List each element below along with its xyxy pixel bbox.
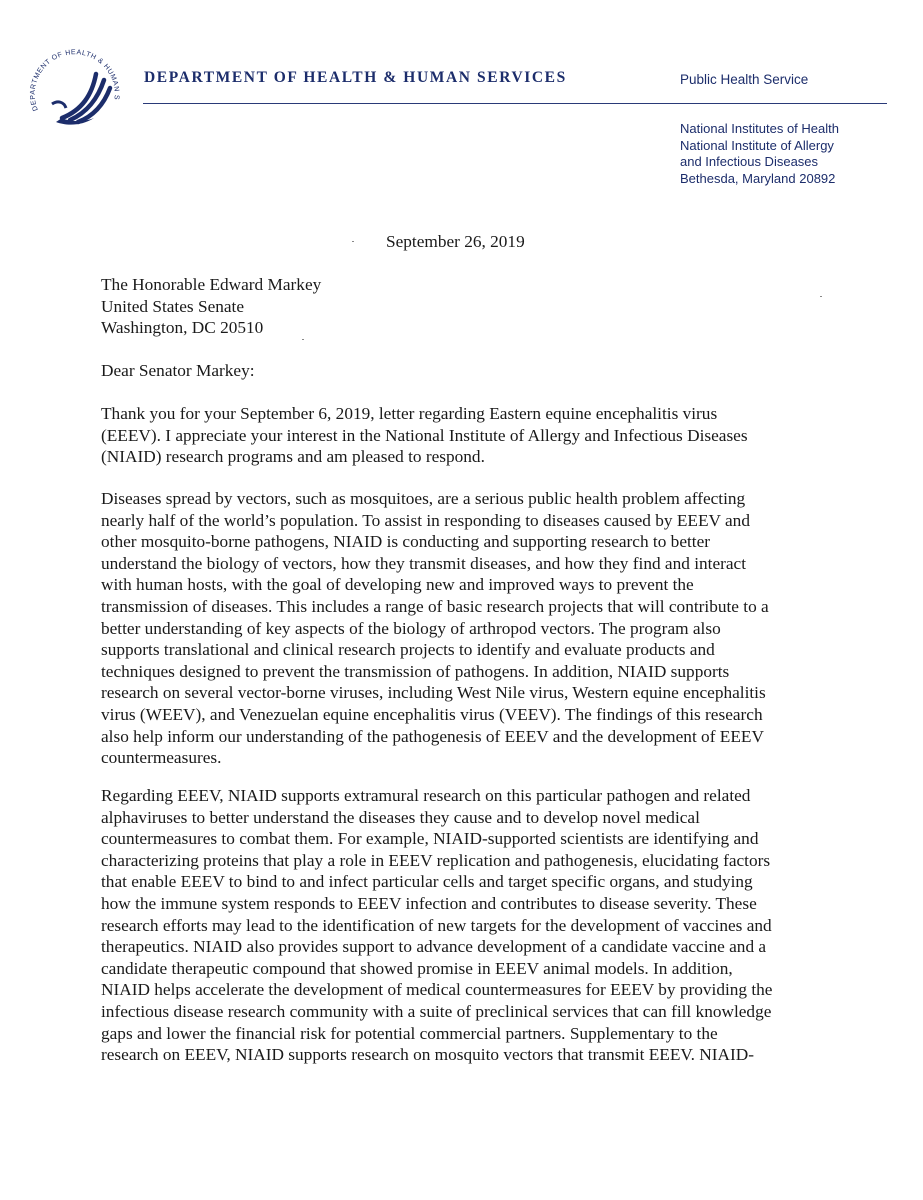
paragraph-line: virus (WEEV), and Venezuelan equine encephalitis virus (VEEV). The findings of this research <box>101 704 763 724</box>
scan-speck <box>302 339 304 340</box>
paragraph-line: better understanding of key aspects of the biology of arthropod vectors. The program also <box>101 618 721 638</box>
paragraph-line: research on EEEV, NIAID supports research on mosquito vectors that transmit EEEV. NIAID- <box>101 1045 755 1065</box>
paragraph-line: research on several vector-borne viruses, including West Nile virus, Western equine encephalitis <box>101 683 766 703</box>
paragraph-line: candidate therapeutic compound that showed promise in EEEV animal models. In addition, <box>101 958 733 978</box>
address-line: National Institutes of Health <box>680 121 839 136</box>
hhs-seal-logo <box>22 40 130 148</box>
paragraph-line: also help inform our understanding of the pathogenesis of EEEV and the development of EEEV <box>101 726 764 746</box>
seal-text: DEPARTMENT OF HEALTH & HUMAN S <box>29 49 120 112</box>
body-paragraph-1 <box>101 403 831 468</box>
address-line: and Infectious Diseases <box>680 154 819 169</box>
paragraph-line: research efforts may lead to the identification of new targets for the development of vaccines and <box>101 915 772 935</box>
paragraph-line: countermeasures to combat them. For example, NIAID-supported scientists are identifying and <box>101 829 759 849</box>
body-paragraph-3 <box>101 785 831 1066</box>
paragraph-line: alphaviruses to better understand the diseases they cause and to develop novel medical <box>101 807 700 827</box>
paragraph-line: techniques designed to prevent the transmission of pathogens. In addition, NIAID supports <box>101 661 730 681</box>
paragraph-line: Regarding EEEV, NIAID supports extramural research on this particular pathogen and related <box>101 786 751 805</box>
paragraph-line: countermeasures. <box>101 748 222 768</box>
public-health-service: Public Health Service <box>680 72 809 87</box>
department-name: DEPARTMENT OF HEALTH & HUMAN SERVICES <box>144 69 567 86</box>
paragraph-line: (EEEV). I appreciate your interest in the National Institute of Allergy and Infectious Diseases <box>101 425 748 445</box>
body-paragraph-2 <box>101 488 831 769</box>
paragraph-line: transmission of diseases. This includes a range of basic research projects that will contribute to a <box>101 596 769 616</box>
agency-address <box>680 121 839 187</box>
paragraph-line: how the immune system responds to EEEV infection and contributes to disease severity. These <box>101 893 757 913</box>
paragraph-line: other mosquito-borne pathogens, NIAID is conducting and supporting research to better <box>101 532 711 552</box>
address-line: Bethesda, Maryland 20892 <box>680 170 836 186</box>
paragraph-line: therapeutics. NIAID also provides support to advance development of a candidate vaccine and a <box>101 937 767 957</box>
paragraph-line: understand the biology of vectors, how they transmit diseases, and how they find and interact <box>101 553 747 573</box>
paragraph-line: NIAID helps accelerate the development of medical countermeasures for EEEV by providing the <box>101 980 773 1000</box>
salutation: Dear Senator Markey: <box>101 361 255 380</box>
recipient-line: The Honorable Edward Markey <box>101 275 322 294</box>
recipient-line: Washington, DC 20510 <box>101 318 264 337</box>
recipient-block <box>101 274 321 339</box>
paragraph-line: (NIAID) research programs and am pleased to respond. <box>101 447 485 467</box>
scan-speck <box>352 241 354 242</box>
paragraph-line: characterizing proteins that play a role in EEEV replication and pathogenesis, elucidating factors <box>101 850 771 870</box>
paragraph-line: infectious disease research community with a suite of preclinical services that can fill knowledge <box>101 1001 772 1021</box>
letterhead-divider <box>143 103 887 104</box>
address-line: National Institute of Allergy <box>680 137 834 153</box>
paragraph-line: nearly half of the world’s population. To assist in responding to diseases caused by EEEV and <box>101 510 750 530</box>
eagle-seal-icon <box>22 40 130 148</box>
paragraph-line: that enable EEEV to bind to and infect particular cells and target specific organs, and studying <box>101 872 753 892</box>
paragraph-line: supports translational and clinical research projects to identify and evaluate products and <box>101 640 715 660</box>
paragraph-line: Diseases spread by vectors, such as mosquitoes, are a serious public health problem affecting <box>101 489 746 508</box>
letter-date: September 26, 2019 <box>386 232 525 251</box>
paragraph-line: gaps and lower the financial risk for potential commercial partners. Supplementary to the <box>101 1023 718 1043</box>
paragraph-line: Thank you for your September 6, 2019, letter regarding Eastern equine encephalitis virus <box>101 404 718 423</box>
paragraph-line: with human hosts, with the goal of developing new and improved ways to prevent the <box>101 575 694 595</box>
recipient-line: United States Senate <box>101 296 245 316</box>
scan-speck <box>820 296 822 297</box>
